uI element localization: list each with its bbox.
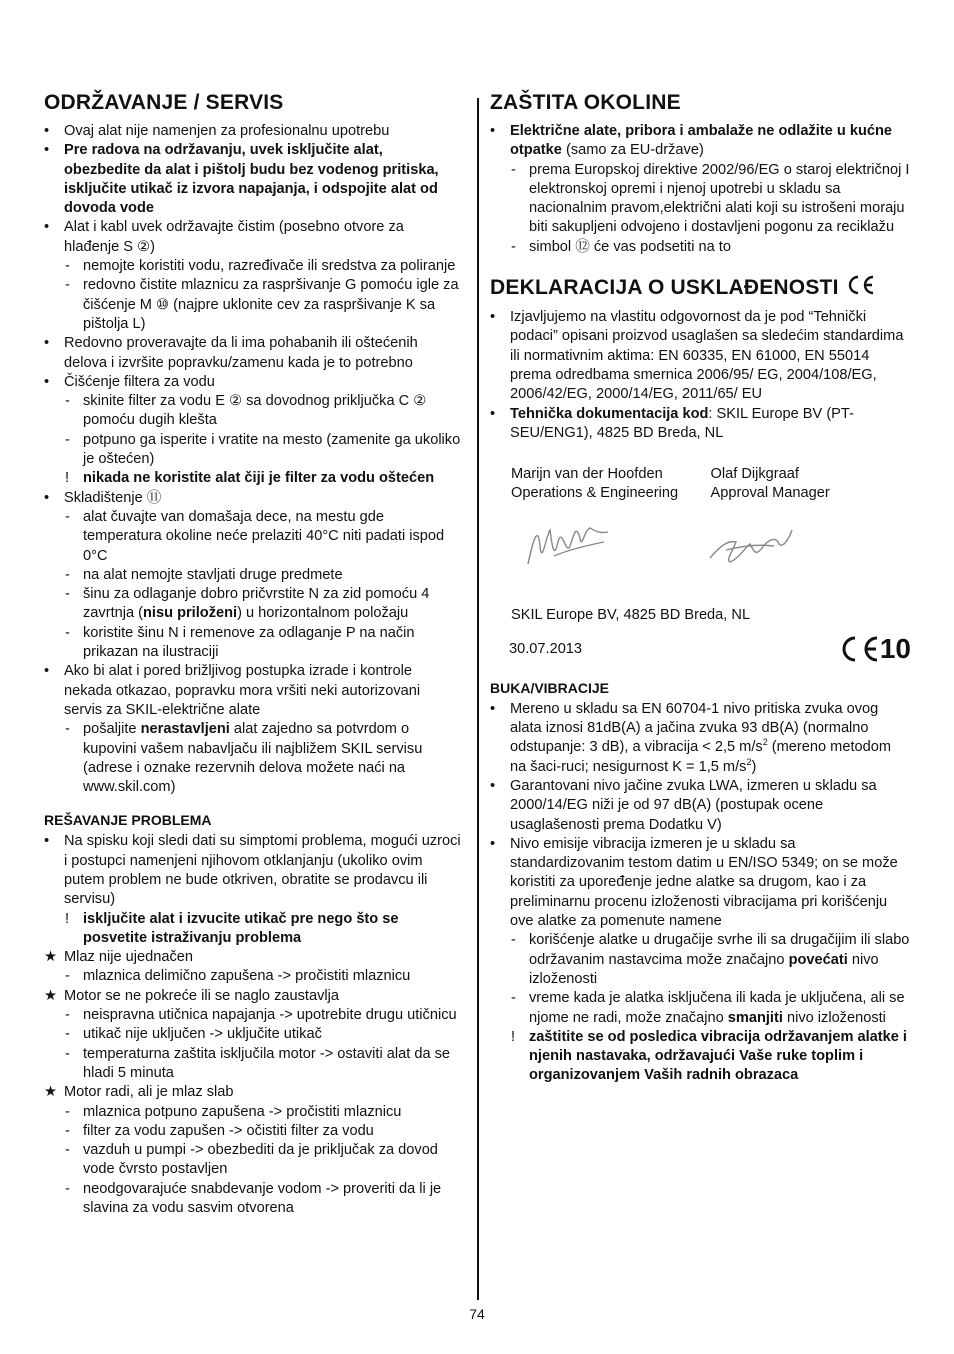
list-item	[490, 989, 910, 1028]
item-text: utikač nije uključen -> uključite utikač	[83, 1026, 322, 1043]
item-text: mlaznica potpuno zapušena -> pročistiti mlaznicu	[83, 1103, 402, 1120]
list-item	[490, 700, 910, 777]
list-item	[44, 585, 462, 624]
noise-vibration-list	[490, 700, 910, 1086]
list-item	[44, 218, 462, 257]
list-item	[44, 566, 462, 585]
list-marker: ★	[44, 949, 58, 966]
signer-1-name: Marijn van der Hoofden	[511, 466, 663, 483]
list-marker: -	[511, 990, 516, 1007]
list-item	[490, 161, 910, 238]
item-text: simbol ⑫ će vas podsetiti na to	[529, 238, 731, 255]
list-item	[44, 720, 462, 797]
list-item	[44, 373, 462, 392]
list-item	[44, 469, 462, 488]
list-item	[44, 141, 462, 218]
column-divider	[477, 98, 479, 1300]
list-marker: -	[65, 1103, 70, 1120]
item-text: Nivo emisije vibracija izmeren je u skladu sa standardizovanim testom datim u EN/ISO 5349; on se može koristiti za upoređenje jedne alatke sa drugom, kao i za preliminarnu procenu izloženosti vibracijama pri korišćenju ove alatke za pomenute namene	[510, 835, 898, 930]
troubleshooting-heading: REŠAVANJE PROBLEMA	[44, 812, 212, 829]
signature-2-image	[706, 516, 796, 576]
right-column	[490, 90, 910, 1086]
ce-mark-year	[838, 633, 911, 665]
list-item	[44, 122, 462, 141]
company-address: SKIL Europe BV, 4825 BD Breda, NL	[511, 606, 751, 623]
item-text: 2	[762, 737, 768, 748]
list-item	[44, 948, 462, 967]
list-item	[44, 832, 462, 909]
item-text: mlaznica delimično zapušena -> pročistiti mlaznicu	[83, 968, 411, 985]
environment-list	[490, 122, 910, 257]
list-item	[44, 967, 462, 986]
list-marker: •	[490, 405, 496, 422]
item-text: smanjiti	[727, 1009, 783, 1026]
list-item	[490, 1028, 910, 1086]
item-text: ) u horizontalnom položaju	[237, 605, 409, 622]
item-text: Izjavljujemo na vlastitu odgovornost da je pod “Tehnički podaci” opisani proizvod usaglašen sa sledećim standardima ili normativnim aktima: EN 60335, EN 61000, EN 55014 prema odredbama smernica 2006/95/ EG, 2004/108/EG, 2006/42/EG, 2000/14/EG, 2011/65/ EU	[510, 309, 904, 403]
list-item	[44, 1103, 462, 1122]
signature-1-image	[524, 516, 614, 576]
list-marker: -	[65, 1122, 70, 1139]
item-text: nivo izloženosti	[529, 951, 879, 987]
declaration-list	[490, 308, 910, 443]
item-text: korišćenje alatke u drugačije svrhe ili sa drugačijim ili slabo održavanim nastavcima može značajno	[529, 932, 910, 968]
list-item	[490, 238, 910, 257]
list-marker: ★	[44, 987, 58, 1004]
item-text: Mlaz nije ujednačen	[64, 949, 193, 966]
list-marker: !	[65, 470, 70, 487]
list-item	[44, 1045, 462, 1084]
ce-mark-icon	[845, 275, 875, 302]
item-text: Alat i kabl uvek održavajte čistim (posebno otvore za hlađenje S ②)	[64, 219, 404, 255]
list-marker: •	[44, 833, 50, 850]
list-item	[44, 1006, 462, 1025]
signer-1-role: Operations & Engineering	[511, 485, 679, 502]
list-marker: -	[65, 431, 70, 448]
noise-vibration-heading: BUKA/VIBRACIJE	[490, 679, 610, 696]
list-marker: -	[65, 624, 70, 641]
maintenance-list	[44, 122, 462, 797]
item-text: prema Europskoj direktive 2002/96/EG o staroj električnoj I elektronskoj opremi i njenoj upotrebi u skladu sa nacionalnim pravom,električni alati koji su istrošeni moraju biti sakupljeni odvojeno i dostavljeni pogonu za reciklažu	[529, 161, 910, 236]
item-text: Skladištenje ⑪	[64, 489, 162, 506]
list-marker: -	[65, 968, 70, 985]
list-marker: •	[490, 835, 496, 852]
item-text: zaštitite se od posledica vibracija održavanjem alatke i njenih nastavaka, održavajući Vaše ruke toplim i organizovanjem Vaših radnih obrazaca	[529, 1028, 907, 1084]
ce-mark-icon	[838, 635, 880, 663]
item-text: : SKIL Europe BV (PT-SEU/ENG1), 4825 BD Breda, NL	[510, 405, 854, 441]
list-item	[44, 276, 462, 334]
item-text: na alat nemojte stavljati druge predmete	[83, 566, 343, 583]
list-item	[490, 308, 910, 404]
list-marker: -	[65, 1142, 70, 1159]
maintenance-heading: ODRŽAVANJE / SERVIS	[44, 91, 284, 114]
list-item	[44, 334, 462, 373]
ce-mark-number: 10	[879, 632, 911, 664]
item-text: temperaturna zaštita isključila motor -> ostaviti alat da se hladi 5 minuta	[83, 1045, 451, 1081]
declaration-heading-text: DEKLARACIJA O USKLAĐENOSTI	[490, 276, 839, 300]
item-text: Električne alate, pribora i ambalaže ne odlažite u kućne otpatke	[510, 123, 893, 159]
list-marker: -	[65, 1045, 70, 1062]
item-text: nemojte koristiti vodu, razređivače ili sredstva za poliranje	[83, 258, 456, 275]
list-item	[44, 257, 462, 276]
list-marker: •	[44, 335, 50, 352]
list-marker: •	[490, 309, 496, 326]
item-text: vazduh u pumpi -> obezbediti da je priključak za dovod vode čvrsto postavljen	[83, 1142, 438, 1178]
item-text: Ako bi alat i pored brižljivog postupka izrade i kontrole nekada otkazao, popravku mora vršiti neki autorizovani servis za SKIL-električne alate	[64, 663, 421, 718]
item-text: Ovaj alat nije namenjen za profesionalnu upotrebu	[64, 123, 390, 139]
list-marker: -	[65, 1026, 70, 1043]
list-marker: -	[65, 721, 70, 738]
item-text: Pre radova na održavanju, uvek isključite alat, obezbedite da alat i pištolj budu bez vodenog pritiska, isključite utikač iz izvora napajanja, i odspojite alat od dovoda vode	[64, 142, 439, 217]
list-marker: -	[65, 1180, 70, 1197]
list-item	[490, 931, 910, 989]
list-marker: -	[65, 393, 70, 410]
list-marker: -	[65, 258, 70, 275]
list-marker: !	[511, 1028, 516, 1045]
date-row	[509, 633, 911, 665]
signers	[511, 465, 910, 504]
item-text: alat zajedno sa potvrdom o kupovini vašem nabavljaču ili najbližem SKIL servisu (adrese i oznake rezervnih delova možete naći na www.skil.com)	[83, 721, 423, 796]
item-text: povećati	[788, 951, 848, 968]
signatures	[524, 516, 910, 582]
list-marker: ★	[44, 1084, 58, 1101]
list-item	[44, 910, 462, 949]
list-item	[490, 405, 910, 444]
item-text: neodgovarajuće snabdevanje vodom -> proveriti da li je slavina za vodu sasvim otvorena	[83, 1180, 442, 1217]
item-text: šinu za odlaganje dobro pričvrstite N za zid pomoću 4 zavrtnja (	[83, 586, 430, 622]
list-marker: •	[490, 123, 496, 139]
signer-2-name: Olaf Dijkgraaf	[710, 466, 799, 483]
item-text: Na spisku koji sledi dati su simptomi problema, mogući uzroci i postupci namenjeni njihovom otklanjanju (ukoliko ovim putem problem ne bude otkriven, obratite se prodavcu ili servisu)	[64, 833, 461, 908]
item-text: Čišćenje filtera za vodu	[64, 373, 215, 390]
list-marker: -	[65, 277, 70, 294]
list-marker: -	[511, 161, 516, 178]
declaration-heading	[490, 275, 910, 302]
item-text: Mereno u skladu sa EN 60704-1 nivo pritiska zvuka ovog alata iznosi 81dB(A) a jačina zvuka 93 dB(A) (normalno odstupanje: 3 dB), a vibracija < 2,5 m/s	[510, 700, 879, 756]
list-marker: •	[44, 219, 50, 236]
list-item	[44, 1122, 462, 1141]
item-text: redovno čistite mlaznicu za raspršivanje G pomoću igle za čišćenje M ⑩ (najpre uklonite cev za raspršivanje K sa pištolja L)	[83, 277, 459, 332]
list-item	[44, 1180, 462, 1219]
list-item	[490, 122, 910, 161]
list-marker: -	[511, 238, 516, 255]
page-number: 74	[469, 1306, 485, 1322]
item-text: Redovno proveravajte da li ima pohabanih ili oštećenih delova i izvršite popravku/zamenu kada je to potrebno	[64, 335, 418, 371]
item-text: )	[751, 758, 757, 775]
item-text: Motor radi, ali je mlaz slab	[64, 1084, 234, 1101]
list-marker: •	[44, 142, 50, 159]
list-marker: •	[490, 700, 496, 717]
list-marker: -	[65, 508, 70, 525]
item-text: Tehnička dokumentacija kod	[510, 405, 709, 422]
list-item	[44, 1083, 462, 1102]
list-item	[44, 392, 462, 431]
list-marker: •	[490, 777, 496, 794]
list-marker: •	[44, 373, 50, 390]
item-text: 2	[746, 756, 752, 767]
list-item	[44, 987, 462, 1006]
signer-2	[711, 465, 911, 504]
item-text: nerastavljeni	[140, 721, 230, 738]
item-text: isključite alat i izvucite utikač pre nego što se posvetite istraživanju problema	[83, 910, 399, 946]
list-item	[44, 489, 462, 508]
list-marker: -	[511, 932, 516, 949]
item-text: Motor se ne pokreće ili se naglo zaustavlja	[64, 987, 339, 1004]
list-item	[490, 835, 910, 931]
item-text: vreme kada je alatka isključena ili kada je uključena, ali se njome ne radi, može značajno	[529, 990, 905, 1026]
list-marker: -	[65, 1007, 70, 1024]
signer-1	[511, 465, 711, 504]
environment-heading: ZAŠTITA OKOLINE	[490, 91, 681, 114]
list-item	[490, 777, 910, 835]
list-marker: •	[44, 123, 50, 139]
list-item	[44, 508, 462, 566]
item-text: Garantovani nivo jačine zvuka LWA, izmeren u skladu sa 2000/14/EG niži je od 97 dB(A) (postupak ocene usaglašenosti prema Dodatku V)	[510, 777, 877, 833]
item-text: potpuno ga isperite i vratite na mesto (zamenite ga ukoliko je oštećen)	[83, 431, 461, 468]
item-text: nivo izloženosti	[782, 1009, 886, 1026]
item-text: nisu priloženi	[143, 605, 238, 622]
item-text: skinite filter za vodu E ② sa dovodnog priključka C ② pomoću dugih klešta	[83, 393, 427, 429]
item-text: (mereno metodom na šaci-ruci; nesigurnost K = 1,5 m/s	[510, 739, 892, 775]
list-item	[44, 431, 462, 470]
list-item	[44, 1141, 462, 1180]
item-text: (samo za EU-države)	[561, 142, 704, 159]
troubleshooting-list	[44, 832, 462, 1218]
signer-2-role: Approval Manager	[710, 485, 830, 502]
list-marker: -	[65, 586, 70, 603]
list-marker: •	[44, 489, 50, 506]
item-text: alat čuvajte van domašaja dece, na mestu gde temperatura okoline neće prelaziti 40°C niti padati ispod 0°C	[83, 508, 445, 564]
list-item	[44, 1025, 462, 1044]
item-text: neispravna utičnica napajanja -> upotrebite drugu utičnicu	[83, 1007, 457, 1024]
item-text: nikada ne koristite alat čiji je filter za vodu oštećen	[83, 470, 435, 487]
item-text: filter za vodu zapušen -> očistiti filter za vodu	[83, 1122, 374, 1139]
item-text: koristite šinu N i remenove za odlaganje P na način prikazan na ilustraciji	[83, 624, 415, 661]
list-marker: •	[44, 663, 50, 680]
item-text: pošaljite	[83, 721, 141, 738]
list-item	[44, 662, 462, 720]
list-item	[44, 624, 462, 663]
list-marker: -	[65, 566, 70, 583]
left-column	[44, 90, 462, 1218]
declaration-date: 30.07.2013	[509, 640, 583, 657]
list-marker: !	[65, 910, 70, 927]
